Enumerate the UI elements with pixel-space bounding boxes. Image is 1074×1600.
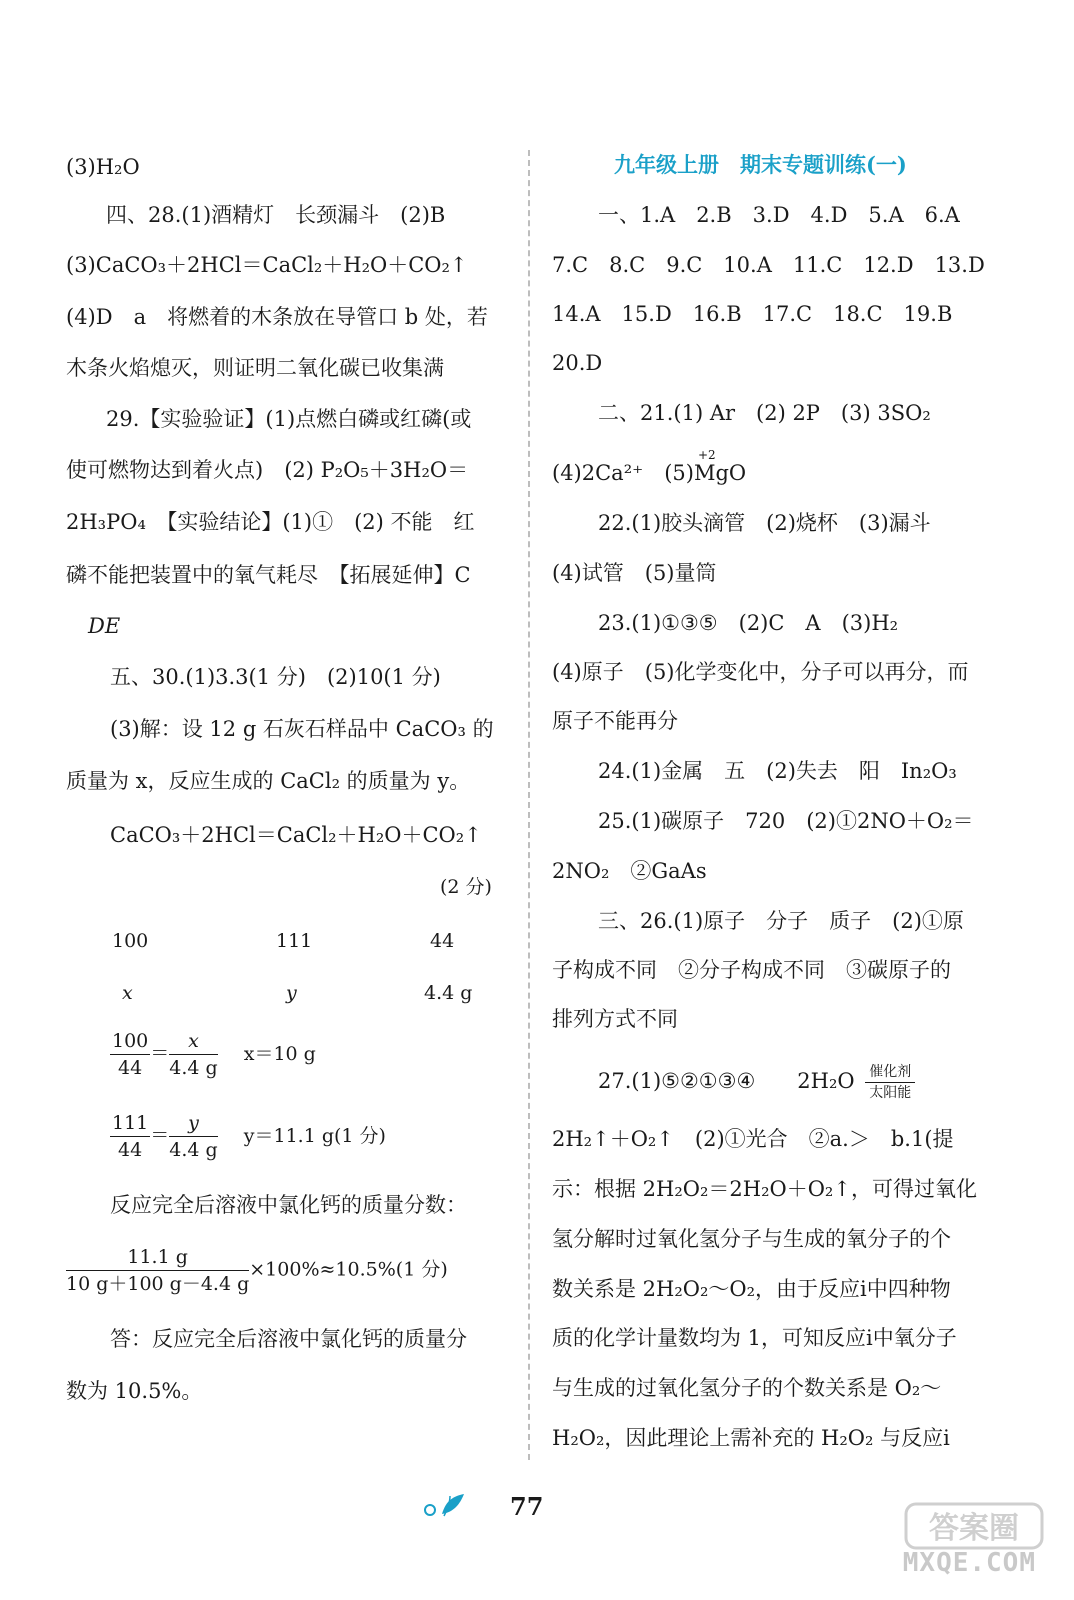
- answer-line: 一、1.A 2.B 3.D 4.D 5.A 6.A: [598, 203, 960, 227]
- answer-line: 四、28.(1)酒精灯 长颈漏斗 (2)B: [106, 203, 446, 227]
- answer-line: 氢分解时过氧化氢分子与生成的氧分子的个: [552, 1227, 951, 1251]
- answer-line: H₂O₂，因此理论上需补充的 H₂O₂ 与反应ⅰ: [552, 1426, 950, 1450]
- answer-line: 使可燃物达到着火点) (2) P₂O₅＋3H₂O＝: [66, 458, 469, 482]
- answer-line: 子构成不同 ②分子构成不同 ③碳原子的: [552, 958, 951, 982]
- answer-line: 答：反应完全后溶液中氯化钙的质量分: [110, 1327, 467, 1351]
- answer-line: DE: [88, 614, 121, 638]
- answer-line: 27.(1)⑤②①③④ 2H₂O 催化剂 太阳能: [598, 1062, 915, 1103]
- watermark-url: MXQE.COM: [902, 1548, 1036, 1578]
- page-number: 77: [510, 1492, 544, 1521]
- ratio-value: 44: [430, 930, 455, 952]
- result: ×100%≈10.5%(1 分): [249, 1258, 448, 1281]
- answer-line: 三、26.(1)原子 分子 质子 (2)①原: [598, 909, 964, 933]
- answer-line: (3)解：设 12 g 石灰石样品中 CaCO₃ 的: [110, 717, 494, 741]
- svg-text:答案圈: 答案圈: [929, 1511, 1019, 1546]
- fraction: $\frac{111}{44}$: [112, 1112, 149, 1161]
- answer-line: 29.【实验验证】(1)点燃白磷或红磷(或: [106, 407, 472, 431]
- answer-line: (4)试管 (5)量筒: [552, 561, 717, 585]
- answer-line: (4)D a 将燃着的木条放在导管口 b 处，若: [66, 305, 488, 329]
- answer-line: 原子不能再分: [552, 709, 678, 733]
- answer-line: 14.A 15.D 16.B 17.C 18.C 19.B: [552, 302, 953, 326]
- column-divider: [528, 150, 530, 1460]
- answer-line: (4)原子 (5)化学变化中，分子可以再分，而: [552, 660, 969, 684]
- answer-line: (4)2Ca²⁺ (5) +2 MgO: [552, 458, 746, 488]
- result: y＝11.1 g(1 分): [243, 1124, 386, 1147]
- answer-line: 数为 10.5%。: [66, 1379, 203, 1403]
- fraction: $\frac{x}{4.4 g}$: [169, 1030, 218, 1079]
- answer-line: (3)CaCO₃＋2HCl＝CaCl₂＋H₂O＋CO₂↑: [66, 253, 468, 277]
- answer-line: 五、30.(1)3.3(1 分) (2)10(1 分): [110, 665, 441, 689]
- answer-line: 木条火焰熄灭，则证明二氧化碳已收集满: [66, 356, 444, 380]
- answer-line: 示：根据 2H₂O₂＝2H₂O＋O₂↑，可得过氧化: [552, 1177, 977, 1201]
- result: x＝10 g: [243, 1042, 316, 1065]
- answer-line: 7.C 8.C 9.C 10.A 11.C 12.D 13.D: [552, 253, 985, 277]
- answer-line: 与生成的过氧化氢分子的个数关系是 O₂～: [552, 1376, 942, 1400]
- percentage-calc: [66, 1244, 448, 1297]
- section-header: 九年级上册 期末专题训练(一): [614, 152, 907, 177]
- fraction: $\frac{y}{4.4 g}$: [169, 1112, 218, 1161]
- answer-line: 质量为 x，反应生成的 CaCl₂ 的质量为 y。: [66, 769, 471, 793]
- proportion-2: $\frac{111}{44}$ ＝ $\frac{y}{4.4 g}$ y＝11.1 g(1 分): [112, 1112, 386, 1161]
- answer-line: 质的化学计量数均为 1，可知反应ⅰ中氧分子: [552, 1326, 957, 1350]
- equation-line: CaCO₃＋2HCl＝CaCl₂＋H₂O＋CO₂↑: [110, 823, 482, 847]
- answer-line: 2H₂↑＋O₂↑ (2)①光合 ②a.＞ b.1(提: [552, 1127, 954, 1151]
- answer-line: 24.(1)金属 五 (2)失去 阳 In₂O₃: [598, 759, 957, 783]
- answer-line: 2NO₂ ②GaAs: [552, 859, 707, 883]
- fraction: $\frac{100}{44}$: [112, 1030, 149, 1079]
- ratio-value: 4.4 g: [424, 982, 473, 1004]
- valence-mark: +2: [697, 448, 716, 462]
- answer-line: 25.(1)碳原子 720 (2)①2NO＋O₂＝: [598, 809, 974, 833]
- proportion-1: $\frac{100}{44}$ ＝ $\frac{x}{4.4 g}$ x＝10 g: [112, 1030, 316, 1079]
- answer-line: (3)H₂O: [66, 155, 140, 179]
- score-note: (2 分): [440, 876, 492, 898]
- answer-line: 反应完全后溶液中氯化钙的质量分数：: [110, 1193, 467, 1217]
- fraction: $\frac{11.1 g}{10 g+100 g-4.4 g}$: [66, 1246, 250, 1295]
- answer-line: 23.(1)①③⑤ (2)C A (3)H₂: [598, 611, 899, 635]
- answer-line: 磷不能把装置中的氧气耗尽 【拓展延伸】C: [66, 563, 471, 587]
- leaf-decoration-icon: [420, 1490, 470, 1520]
- ratio-value: x: [122, 982, 133, 1004]
- answer-line: 数关系是 2H₂O₂～O₂，由于反应ⅰ中四种物: [552, 1277, 951, 1301]
- answer-line: 22.(1)胶头滴管 (2)烧杯 (3)漏斗: [598, 511, 931, 535]
- ratio-value: y: [286, 982, 297, 1004]
- answer-line: 20.D: [552, 351, 603, 375]
- reaction-condition: 催化剂 太阳能: [865, 1062, 915, 1103]
- ratio-value: 100: [112, 930, 149, 952]
- answer-line: 排列方式不同: [552, 1007, 678, 1031]
- answer-line: 2H₃PO₄ 【实验结论】(1)① (2) 不能 红: [66, 510, 475, 534]
- answer-line: 二、21.(1) Ar (2) 2P (3) 3SO₂: [598, 401, 931, 425]
- ratio-value: 111: [276, 930, 313, 952]
